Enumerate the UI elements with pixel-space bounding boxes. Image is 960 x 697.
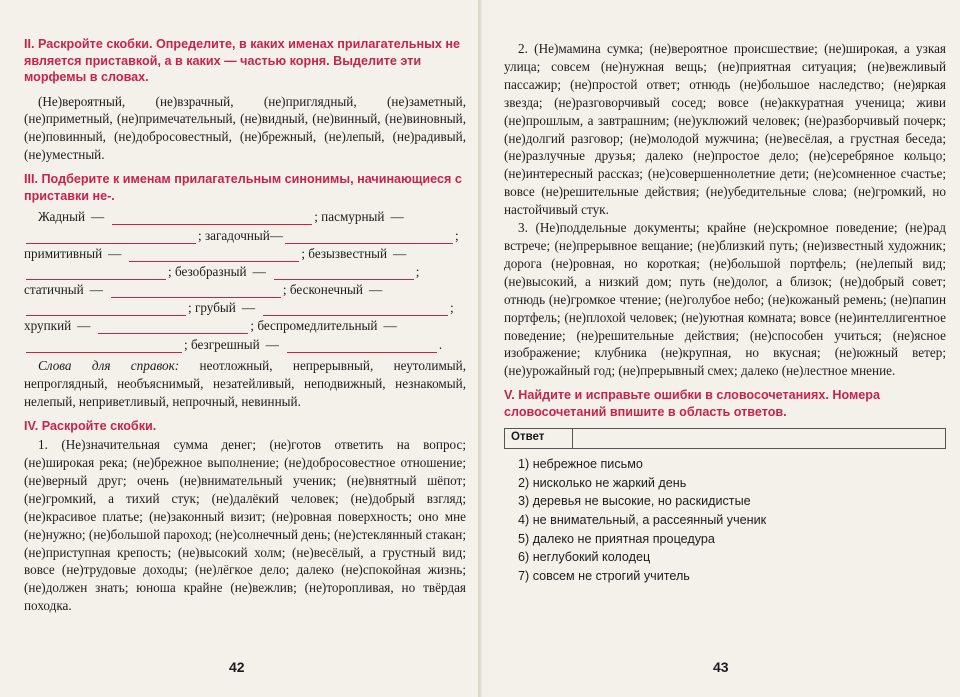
synonym-row: ; грубый — ; [24, 298, 466, 316]
task-4-part-2: 2. (Не)мамина сумка; (не)вероятное происшествие; (не)широкая, а узкая улица; совсем (не)нужная вещь; (не)приятная ситуация; (не)вежливый пассажир; (не)простой ответ; отнюдь (не)большое наследство; (не)яркая звезда; (не)разговорчивый сосед; вовсе (не)аккуратная ученица; живи (не)прошлым, а завтрашним; (не)уклюжий человек; (не)разборчивый почерк; (не)долгий разговор; (не)молодой мужчина; (не)весёлая, а грустная беседа; (не)разлучные друзья; далеко (не)простое дело; (не)серебряное кольцо; (не)интересный рассказ; (не)совершеннолетние дети; (не)сомненное счастье; вовсе (не)решительные действия; (не)убедительные слова; (не)громкий, но настойчивый стук. [504, 41, 946, 218]
synonym-row: примитивный — ; безызвестный — [24, 245, 407, 261]
synonym-row: Жадный — ; пасмурный — [38, 209, 404, 225]
reference-list: неотложный, непрерывный, неутолимый, непроглядный, необъяснимый, незатейливый, неподвижный, незнакомый, нелепый, неприветливый, непрочный, невинный. [24, 357, 467, 409]
task-4-part-1: 1. (Не)значительная сумма денег; (не)готов ответить на вопрос; (не)широкая река; (не)брежное выполнение; (не)добросовестное отношение; (не)верный друг; очень (не)внимательный ученик; (не)внятный шёпот; (не)громкий, а тихий стук; (не)далёкий человек; (не)добрый взгляд; (не)красивое платье; (не)законный визит; (не)ровная поверхность; оно мне (не)нужно; (не)большой пароход; (не)солнечный день; (не)стеклянный стакан; (не)приступная крепость; (не)высокий холм; (не)весёлый, а грустный вид; вовсе (не)трудовые доходы; (не)лёгкое дело; далеко (не)спокойная жизнь; (не)должен знать; юноша крайне (не)вежлив; (не)торопливая, но твёрдая походка. [24, 437, 466, 614]
task-4-part-3: 3. (Не)поддельные документы; крайне (не)скромное поведение; (не)рад встрече; (не)прерывное вещание; (не)близкий путь; (не)известный художник; дорога (не)ровная, но короткая; (не)большой портфель; (не)лепый вид; (не)высокий, а низкий дом; путь (не)долог, а близок; (не)добрый совет; отнюдь (не)громкое чтение; (не)голубое небо; (не)кожаный ремень; (не)папин портфель; (не)плохой человек; (не)уютная комната; вовсе (не)интеллигентное поведение; (не)решительные действия; (не)способен учиться; (не)ясное изображение; клубника (не)крупная, но вкусная; (не)южный ветер; (не)урожайный год; (не)прерывный смех; далеко (не)лестное мнение. [504, 220, 946, 379]
answer-line[interactable] [26, 267, 166, 280]
synonym-row: ; безгрешный — . [24, 334, 466, 352]
synonym-row: статичный — ; бесконечный — [24, 282, 383, 298]
synonym-word: ; [450, 300, 454, 316]
synonym-word: примитивный [24, 245, 103, 261]
answer-line[interactable] [112, 212, 312, 225]
answer-field[interactable] [573, 429, 945, 448]
page-number-right: 43 [713, 659, 729, 675]
synonym-word: ; беспромедлительный [250, 318, 378, 334]
list-item: 3) деревья не высокие, но раскидистые [518, 494, 751, 509]
list-item: 5) далеко не приятная процедура [518, 531, 715, 546]
synonym-row: хрупкий — ; беспромедлительный — [24, 318, 397, 334]
list-item: 6) неглубокий колодец [518, 550, 651, 565]
answer-line[interactable] [26, 231, 196, 244]
answer-line[interactable] [274, 267, 414, 280]
synonym-word: Жадный [38, 209, 86, 225]
answer-line[interactable] [263, 303, 448, 316]
synonym-word: ; бесконечный [282, 282, 363, 298]
synonym-word: . [438, 336, 443, 352]
answer-line[interactable] [26, 303, 186, 316]
synonym-word: хрупкий [24, 318, 72, 334]
task-3-title: III. Подберите к именам прилагательным синонимы, начинающиеся с приставки не-. [24, 172, 462, 203]
synonym-word: ; загадочный [198, 227, 270, 243]
synonym-word: ; пасмурный [314, 209, 385, 225]
list-item: 1) небрежное письмо [518, 457, 643, 472]
answer-label: Ответ [505, 429, 573, 448]
answer-line[interactable] [129, 249, 299, 262]
synonym-word: ; безобразный [168, 263, 247, 279]
answer-line[interactable] [111, 285, 281, 298]
task-5-title: V. Найдите и исправьте ошибки в словосочетаниях. Номера словосочетаний впишите в область ответов. [504, 388, 880, 419]
answer-line[interactable] [287, 340, 437, 353]
list-item: 7) совсем не строгий учитель [518, 568, 690, 583]
reference-label: Слова для справок: [38, 357, 180, 373]
synonym-word: ; [455, 227, 459, 243]
answer-box [504, 428, 946, 449]
reference-words [24, 357, 466, 411]
synonym-word: статичный [24, 282, 84, 298]
synonym-word: ; [415, 263, 420, 279]
list-item: 4) не внимательный, а рассеянный ученик [518, 513, 767, 527]
phrase-list [504, 455, 946, 585]
answer-line[interactable] [285, 231, 453, 244]
task-2-text: (Не)вероятный, (не)взрачный, (не)приглядный, (не)заметный, (не)приметный, (не)примечательный, (не)видный, (не)винный, (не)виновный, (не)повинный, (не)добросовестный, (не)брежный, (не)лепый, (не)радивый, (не)уместный. [24, 93, 466, 163]
synonym-row: ; безобразный — ; [24, 262, 466, 280]
page-number-left: 42 [229, 659, 245, 675]
list-item: 2) нисколько не жаркий день [518, 475, 687, 490]
answer-line[interactable] [26, 340, 182, 353]
synonym-word: ; грубый [188, 300, 236, 316]
page-left [0, 0, 478, 697]
synonym-word: ; безызвестный [301, 245, 388, 261]
page-right [482, 0, 960, 697]
synonym-row: ; загадочный — ; [24, 225, 466, 243]
answer-line[interactable] [98, 321, 248, 334]
synonym-word: ; безгрешный [184, 336, 260, 352]
task-2-title: II. Раскройте скобки. Определите, в каких именах прилагательных не является приставкой, а в каких — частью корня. Выделите эти морфемы в словах. [24, 37, 460, 84]
task-4-title: IV. Раскройте скобки. [24, 418, 157, 433]
